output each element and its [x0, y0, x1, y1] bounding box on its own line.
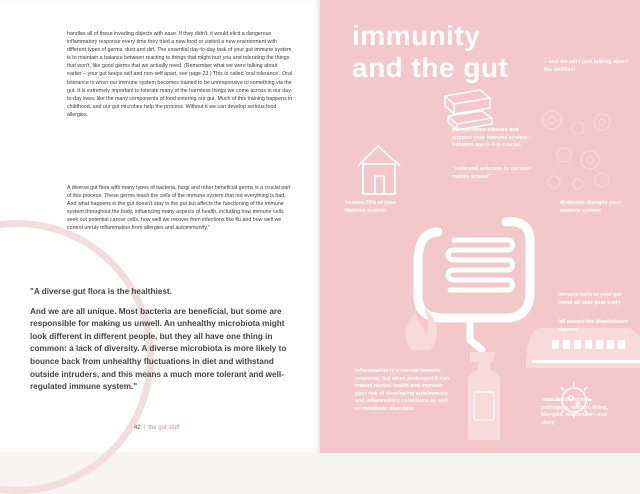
left-page [0, 0, 320, 453]
title-line-1: immunity [352, 20, 481, 51]
section-name: the gut stuff [148, 425, 180, 431]
body-paragraph: handles all of these invading objects with ease. If they didn't, it would elicit a dangerous inflammatory response every time they tried a new food or visited a new environment with different types of germs, dust and dirt. The essential day-to-day task of your gut immune system is to maintain a balance between reacting to things that might hurt you and tolerating the things that won't, like good germs that we actually need. (Remember what we were talking about earlier – your gut keeps self and non-self apart, see page 23.) This is called 'oral tolerance'. Oral tolerance is when our immune system becomes trained to be unresponsive to something via the gut. It is extremely important to tolerate many of the harmless things we come across in our day-to-day lives, like the many components of food entering our gut. Much of this training happens in childhood, and our gut microbes help the process. Without it we can develop serious food allergies. [67, 31, 293, 118]
label-houses-immune: houses 70% of your immune system [345, 200, 396, 214]
books-icon [445, 90, 492, 130]
title-aside: – and we ain't just talking about the sniffles! [544, 59, 629, 73]
label-dysbiosis: dysbiosis disrupts your immune system [560, 200, 621, 214]
label-impacted-by: impacted by stress, pathogens, modern living, allergies, medication, and sleep [541, 397, 609, 426]
label-inflammation: inflammation is a normal immune response, but when prolonged it can impact mental health and increase your risk of developing autoimmune and inflammatory conditions as well as metabolic disorders. [355, 368, 450, 412]
label-immune-cells: immune cells in your gut travel all over your body [558, 292, 622, 306]
school-house-icon [358, 146, 400, 194]
pull-quote-body: And we are all unique. Most bacteria are beneficial, but some are responsible for making us unwell. An unhealthy microbiota might look different in different people, but they all have one thing in common: a lack of diversity. A diverse microbiota is more likely to bounce back from unhealthy fluctuations in diet and withstand outside intruders, and this means a much more tolerant and well-regulated immune system." [30, 306, 287, 392]
label-microbe-school: "hello and welcome to microbe middle school" [452, 166, 532, 180]
title-line-2: and the gut [352, 52, 509, 83]
pull-quote [30, 286, 294, 401]
page-folio [134, 425, 180, 431]
label-bloodstream-express: 'all aboard the bloodstream express' [558, 319, 629, 333]
folio-divider: | [143, 425, 146, 431]
pull-quote-heading: "A diverse gut flora is the healthiest. [30, 287, 172, 296]
body-paragraph: A diverse gut flora with many types of bacteria, fungi and other beneficial germs is a crucial part of this process. These germs teach the cells of the immune system that not everything is bad. And what happens in the gut doesn't stay in the gut but affects the functioning of the immune system throughout the body, influencing many aspects of health, including how immune cells seek out potential cancer cells, how well we recover from infections like flu and how well we control unruly inflammation from allergies and autoimmunity." [67, 185, 291, 232]
spray-bottle-icon [468, 352, 500, 440]
microbe-sketch-icons [543, 111, 610, 189]
page-number: 42 [134, 425, 141, 431]
infographic-title [352, 20, 508, 84]
label-gut-microbes: gut microbes educate and support your immune system – between age 0–5 is crucial. [452, 127, 532, 149]
